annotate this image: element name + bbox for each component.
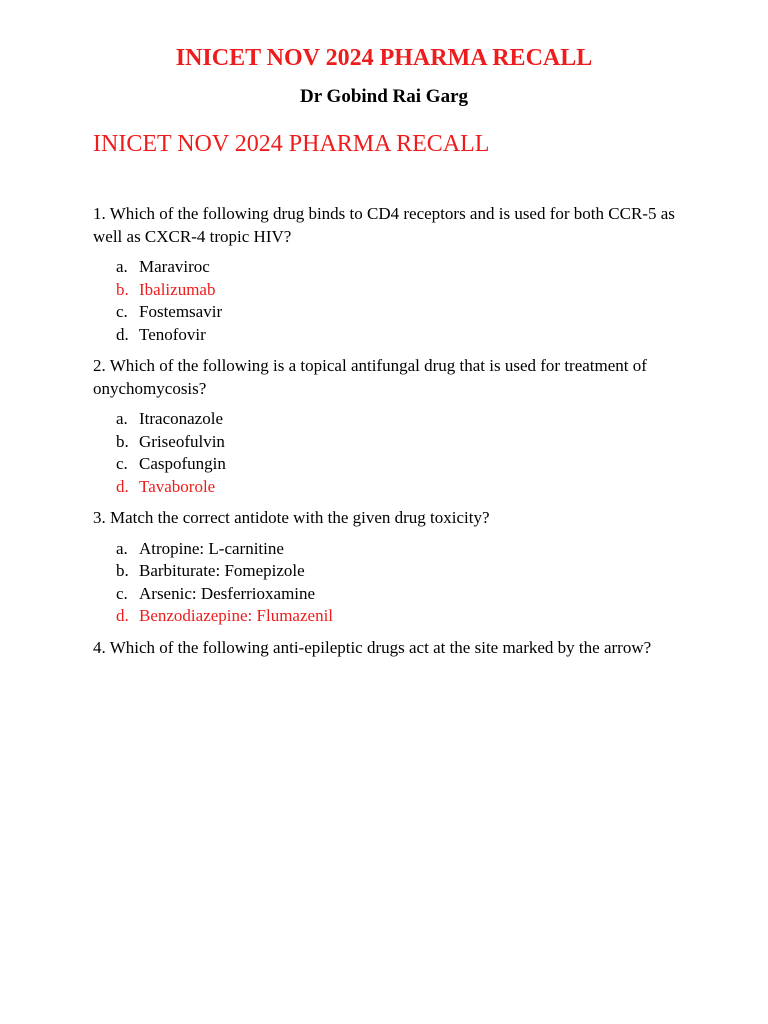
question-2 [93, 355, 683, 498]
option-letter: c. [116, 302, 128, 321]
option-a [93, 256, 683, 279]
option-text: Benzodiazepine: Flumazenil [139, 606, 334, 625]
option-text: Ibalizumab [139, 279, 216, 299]
document-title: INICET NOV 2024 PHARMA RECALL [175, 45, 593, 71]
section-heading: INICET NOV 2024 PHARMA RECALL [93, 131, 490, 157]
author-name: Dr Gobind Rai Garg [299, 86, 469, 107]
option-d-correct [93, 476, 683, 499]
option-text: Maraviroc [139, 257, 210, 276]
question-text: 4. Which of the following anti-epileptic drugs act at the site marked by the arrow? [93, 637, 652, 657]
option-c [93, 583, 683, 606]
option-d-correct [93, 605, 683, 628]
question-3 [93, 507, 683, 628]
option-letter: a. [116, 538, 128, 558]
option-list [93, 538, 683, 628]
question-text: 2. Which of the following is a topical antifungal drug that is used for treatment of onychomycosis? [93, 356, 647, 398]
option-letter: d. [116, 476, 129, 496]
option-letter: b. [116, 431, 129, 451]
option-letter: d. [116, 324, 129, 344]
option-letter: b. [116, 279, 129, 299]
option-text: Caspofungin [139, 454, 226, 473]
option-letter: d. [116, 606, 129, 625]
question-text: 3. Match the correct antidote with the given drug toxicity? [93, 508, 490, 527]
option-text: Tenofovir [139, 324, 206, 344]
option-letter: c. [116, 583, 128, 603]
question-4 [93, 637, 683, 660]
option-letter: a. [116, 257, 128, 276]
option-letter: a. [116, 409, 128, 428]
option-text: Tavaborole [139, 476, 216, 496]
option-text: Barbiturate: Fomepizole [139, 561, 305, 580]
option-text: Arsenic: Desferrioxamine [139, 583, 316, 603]
question-1 [93, 203, 683, 346]
option-c [93, 453, 683, 476]
option-b-correct [93, 279, 683, 302]
option-b [93, 431, 683, 454]
option-letter: b. [116, 561, 129, 580]
option-text: Fostemsavir [139, 302, 223, 321]
option-letter: c. [116, 454, 128, 473]
option-b [93, 560, 683, 583]
question-list [93, 203, 683, 668]
option-text: Itraconazole [139, 409, 223, 428]
option-text: Griseofulvin [139, 431, 225, 451]
option-list [93, 408, 683, 498]
option-a [93, 408, 683, 431]
question-text: 1. Which of the following drug binds to CD4 receptors and is used for both CCR-5 as well as CXCR-4 tropic HIV? [93, 204, 675, 246]
option-text: Atropine: L-carnitine [139, 538, 284, 558]
option-list [93, 256, 683, 346]
option-a [93, 538, 683, 561]
option-c [93, 301, 683, 324]
option-d [93, 324, 683, 347]
